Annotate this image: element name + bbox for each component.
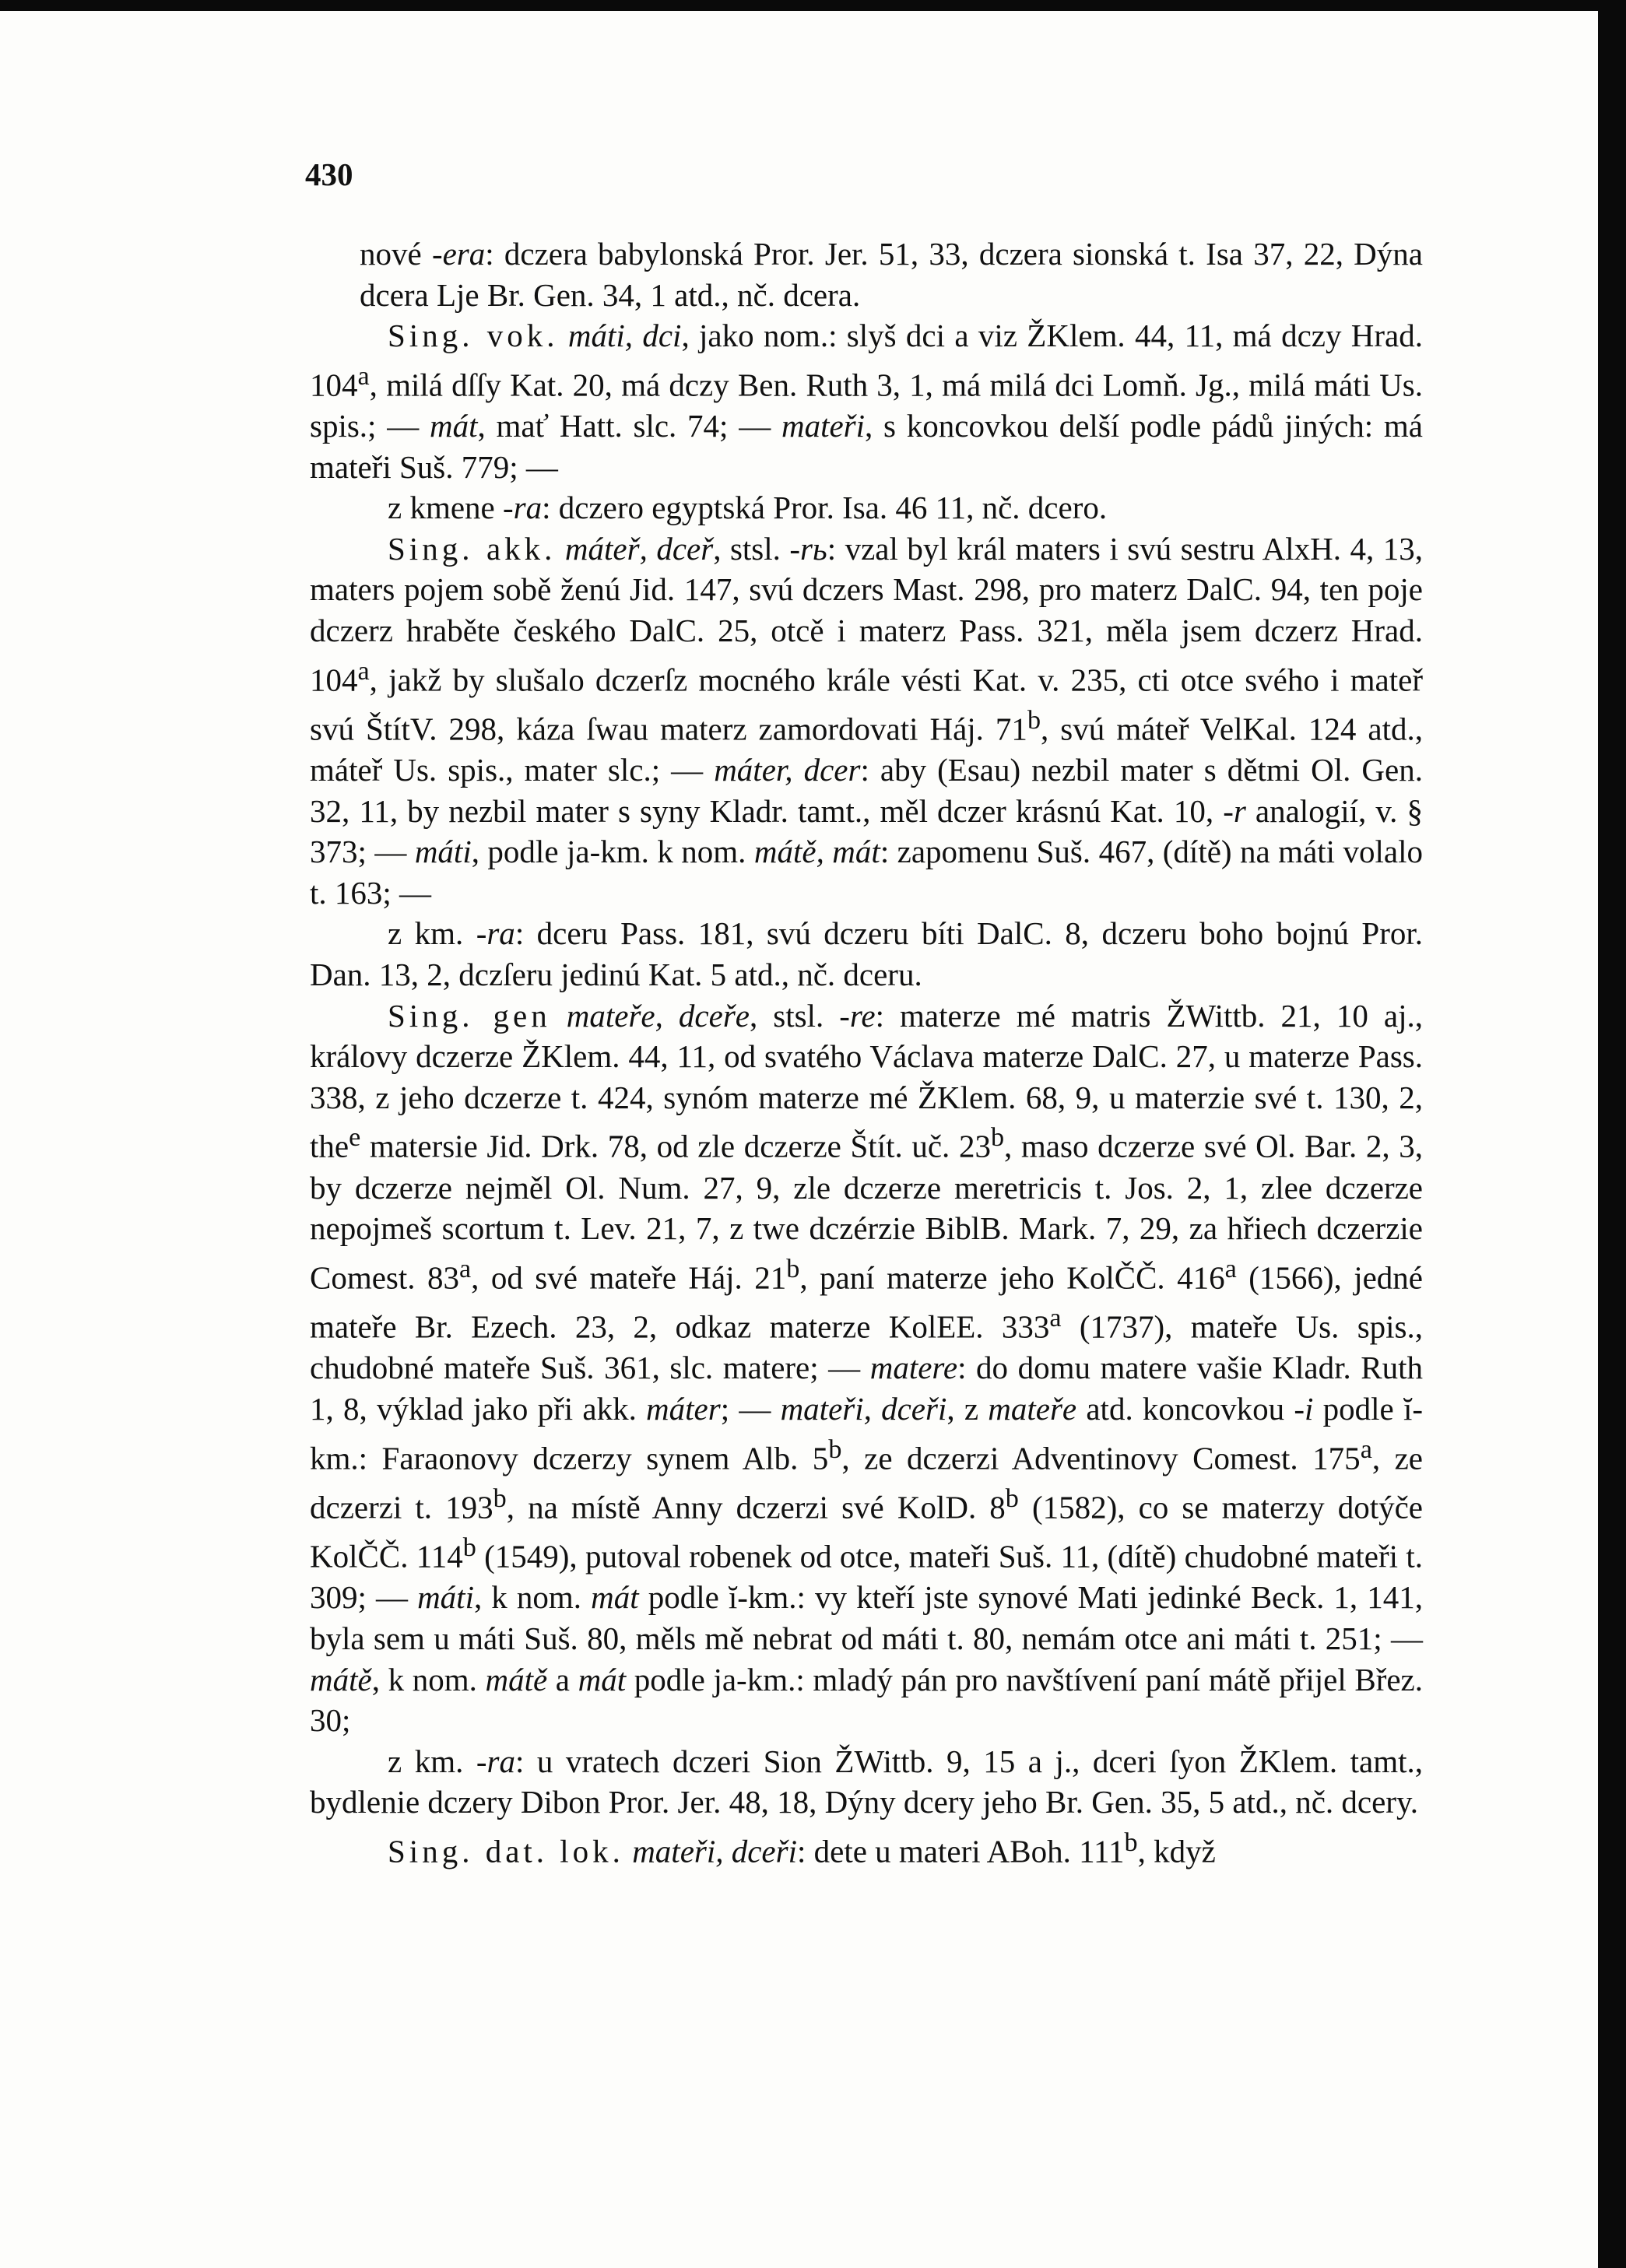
scan-border-right (1598, 0, 1626, 2268)
page-number: 430 (305, 156, 353, 192)
paragraph-p6: Sing. gen mateře, dceře, stsl. -re: materze mé matris ŽWittb. 21, 10 aj., královy dczerze ŽKlem. 44, 11, od svatého Václava materze DalC. 27, u materze Pass. 338, z jeho dczerze t. 424, synóm materze mé ŽKlem. 68, 9, u materzie své t. 130, 2, the$^e$ matersie Jid. Drk. 78, od zle dczerze Štít. uč. 23$^b$, maso dczerze své Ol. Bar. 2, 3, by dczerze nejměl Ol. Num. 27, 9, zle dczerze meretricis t. Jos. 2, 1, zlee dczerze nepojmeš scortum t. Lev. 21, 7, z twe dczérzie BiblB. Mark. 7, 29, za hřiech dczerzie Comest. 83$^a$, od své mateře Háj. 21$^b$, paní materze jeho KolČČ. 416$^a$ (1566), jedné mateře Br. Ezech. 23, 2, odkaz materze KolEE. 333$^a$ (1737), mateře Us. spis., chudobné mateře Suš. 361, slc. matere; — matere: do domu matere vašie Kladr. Ruth 1, 8, výklad jako při akk. máter; — mateři, dceři, z mateře atd. koncovkou -i podle ĭ-km.: Faraonovy dczerzy synem Alb. 5$^b$, ze dczerzi Adventinovy Comest. 175$^a$, ze dczerzi t. 193$^b$, na místě Anny dczerzi své KolD. 8$^b$ (1582), co se materzy dotýče KolČČ. 114$^b$ (1549), putoval robenek od otce, mateři Suš. 11, (dítě) chudobné mateři t. 309; — máti, k nom. mát podle ĭ-km.: vy kteří jste synové Mati jedinké Beck. 1, 141, byla sem u máti Suš. 80, měls mě nebrat od máti t. 80, nemám otce ani máti t. 251; — mátě, k nom. mátě a mát podle ja-km.: mladý pán pro navštívení paní mátě přijel Břez. 30; (310, 997, 1423, 1739)
paragraph-p7: z km. -ra: u vratech dczeri Sion ŽWittb. 9, 15 a j., dceri ſyon ŽKlem. tamt., bydlenie dczery Dibon Pror. Jer. 48, 18, Dýny dcery jeho Br. Gen. 35, 5 atd., nč. dcery. (310, 1743, 1423, 1820)
paragraph-p1: nové -era: dczera babylonská Pror. Jer. 51, 33, dczera sionská t. Isa 37, 22, Dýna dcera Lje Br. Gen. 34, 1 atd., nč. dcera. (360, 236, 1423, 313)
scan-border-top (0, 0, 1626, 11)
paragraph-p4: Sing. akk. máteř, dceř, stsl. -rь: vzal byl král maters i svú sestru AlxH. 4, 13, maters pojem sobě ženú Jid. 147, svú dczers Mast. 298, pro materz DalC. 94, ten poje dczerz hraběte českého DalC. 25, otcě i materz Pass. 321, měla jsem dczerz Hrad. 104$^a$, jakž by slušalo dczerſz mocného krále vésti Kat. v. 235, cti otce svého i mateř svú ŠtítV. 298, káza ſwau materz zamordovati Háj. 71$^b$, svú máteř VelKal. 124 atd., máteř Us. spis., mater slc.; — máter, dcer: aby (Esau) nezbil mater s dětmi Ol. Gen. 32, 11, by nezbil mater s syny Kladr. tamt., měl dczer krásnú Kat. 10, -r analogií, v. § 373; — máti, podle ja-km. k nom. mátě, mát: zapomenu Suš. 467, (dítě) na máti volalo t. 163; — (310, 530, 1424, 911)
paragraph-p8: Sing. dat. lok. mateři, dceři: dete u materi ABoh. 111$^b$, když (388, 1827, 1216, 1870)
paragraph-p5: z km. -ra: dceru Pass. 181, svú dczeru bíti DalC. 8, dczeru boho bojnú Pror. Dan. 13, 2, dczſeru jedinú Kat. 5 atd., nč. dceru. (310, 915, 1423, 993)
paragraph-p3: z kmene -ra: dczero egyptská Pror. Isa. 46 11, nč. dcero. (388, 490, 1108, 526)
paragraph-p2: Sing. vok. máti, dci, jako nom.: slyš dci a viz ŽKlem. 44, 11, má dczy Hrad. 104$^a$, milá dſſy Kat. 20, má dczy Ben. Ruth 3, 1, má milá dci Lomň. Jg., milá máti Us. spis.; — mát, mať Hatt. slc. 74; — mateři, s koncovkou delší podle pádů jiných: má mateři Suš. 779; — (310, 318, 1424, 485)
dictionary-entry-text (310, 233, 1423, 1872)
